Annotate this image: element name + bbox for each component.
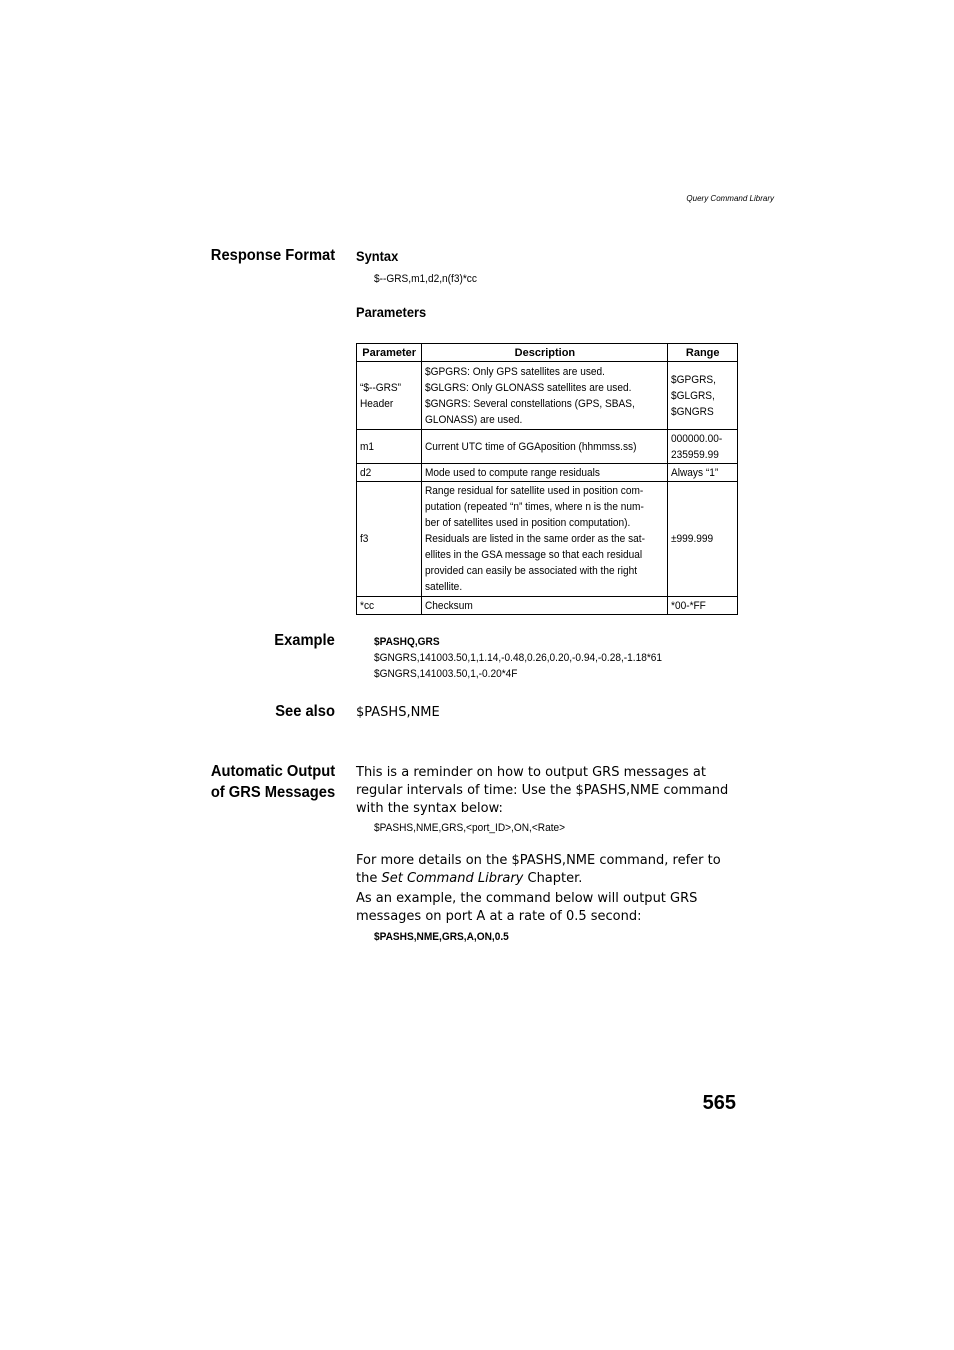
desc-cell	[422, 464, 668, 482]
desc-line: GLONASS) are used.	[425, 413, 523, 426]
desc-cell	[422, 362, 668, 430]
range-line: $GNGRS	[671, 405, 715, 418]
range-line: Always “1”	[671, 466, 719, 479]
automatic-output-heading-line: Automatic Output	[210, 763, 335, 780]
desc-line: Residuals are listed in the same order as the sat-	[425, 533, 646, 545]
automatic-output-para2	[356, 852, 740, 888]
example-heading: Example	[274, 632, 335, 649]
range-line: $GLGRS,	[671, 389, 716, 402]
header-description: Description	[422, 344, 668, 362]
see-also-text: $PASHS,NME	[356, 705, 440, 720]
range-cell	[668, 482, 738, 597]
syntax-code: $--GRS,m1,d2,n(f3)*cc	[374, 273, 477, 285]
syntax-heading: Syntax	[356, 248, 399, 264]
header-parameter: Parameter	[357, 344, 422, 362]
table-header-row	[357, 344, 738, 362]
para2-text: Chapter.	[523, 871, 583, 886]
desc-line: Range residual for satellite used in position com-	[425, 485, 644, 497]
range-line: $GPGRS,	[671, 373, 717, 386]
range-line: ±999.999	[671, 533, 714, 545]
table-row	[357, 597, 738, 615]
desc-cell	[422, 482, 668, 597]
desc-line: ellites in the GSA message so that each residual	[425, 549, 643, 561]
param-line: Header	[360, 397, 394, 410]
desc-line: Mode used to compute range residuals	[425, 466, 601, 479]
response-format-heading: Response Format	[210, 247, 335, 264]
automatic-output-heading-line: of GRS Messages	[210, 784, 335, 801]
desc-line: putation (repeated “n” times, where n is the num-	[425, 501, 645, 513]
page-number: 565	[702, 1092, 736, 1114]
range-line: *00-*FF	[671, 599, 707, 612]
example-command: $PASHQ,GRS	[374, 636, 440, 648]
param-cell	[357, 362, 422, 430]
param-line: f3	[360, 533, 369, 545]
range-cell	[668, 362, 738, 430]
desc-line: Checksum	[425, 599, 474, 612]
param-cell	[357, 464, 422, 482]
range-cell	[668, 430, 738, 464]
automatic-output-syntax: $PASHS,NME,GRS,<port_ID>,ON,<Rate>	[374, 822, 566, 834]
param-line: m1	[360, 440, 375, 453]
header-range: Range	[668, 344, 738, 362]
param-line: d2	[360, 466, 372, 479]
desc-cell	[422, 430, 668, 464]
see-also-heading: See also	[275, 703, 335, 720]
table-row	[357, 464, 738, 482]
table-row	[357, 430, 738, 464]
set-command-library-ref: Set Command Library	[381, 871, 524, 886]
table-row	[357, 482, 738, 597]
table-row	[357, 362, 738, 430]
running-header: Query Command Library	[686, 194, 774, 203]
parameters-heading: Parameters	[356, 304, 427, 320]
range-cell	[668, 464, 738, 482]
desc-line: provided can easily be associated with the right	[425, 565, 638, 577]
range-cell	[668, 597, 738, 615]
parameters-table	[356, 343, 738, 615]
automatic-output-heading	[211, 761, 335, 803]
desc-line: ber of satellites used in position computation).	[425, 517, 631, 529]
automatic-output-para3: As an example, the command below will output GRS messages on port A at a rate of 0.5 second:	[356, 891, 698, 924]
param-line: *cc	[360, 599, 375, 612]
param-cell	[357, 430, 422, 464]
desc-line: satellite.	[425, 581, 463, 593]
desc-line: $GNGRS: Several constellations (GPS, SBAS,	[425, 397, 636, 410]
desc-line: $GPGRS: Only GPS satellites are used.	[425, 365, 606, 378]
automatic-output-example-command: $PASHS,NME,GRS,A,ON,0.5	[374, 931, 509, 943]
automatic-output-para1: This is a reminder on how to output GRS messages at regular intervals of time: Use the $PASHS,NME command with the syntax below:	[356, 765, 729, 816]
desc-line: $GLGRS: Only GLONASS satellites are used.	[425, 381, 632, 394]
param-cell	[357, 482, 422, 597]
range-line: 235959.99	[671, 448, 720, 461]
example-response-line: $GNGRS,141003.50,1,1.14,-0.48,0.26,0.20,-0.94,-0.28,-1.18*61	[374, 652, 663, 664]
param-line: “$--GRS”	[360, 381, 402, 394]
desc-line: Current UTC time of GGAposition (hhmmss.ss)	[425, 440, 637, 453]
param-cell	[357, 597, 422, 615]
example-response-line: $GNGRS,141003.50,1,-0.20*4F	[374, 668, 518, 680]
para2-text: For more details on the $PASHS,NME command, refer to the	[356, 853, 721, 886]
range-line: 000000.00-	[671, 432, 723, 445]
desc-cell	[422, 597, 668, 615]
